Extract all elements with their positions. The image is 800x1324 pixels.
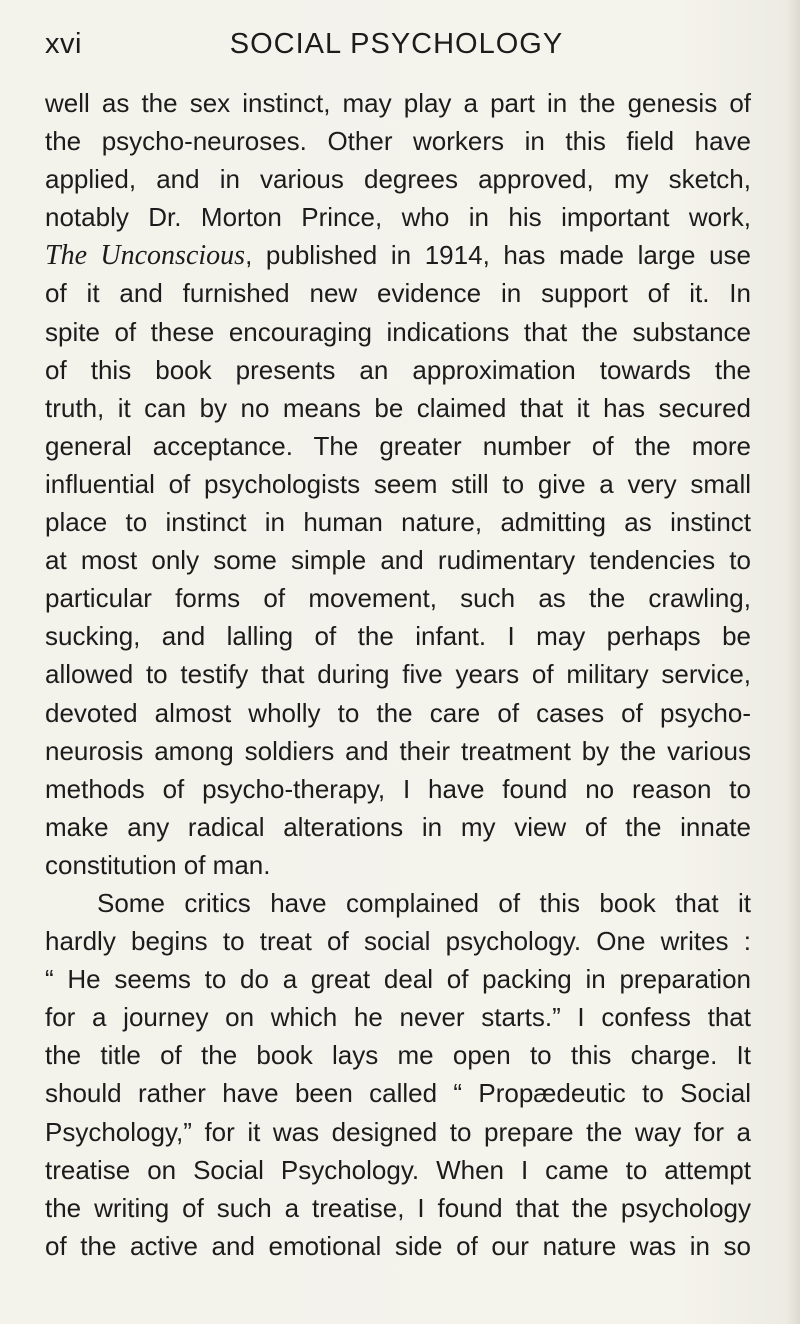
book-title-italic: The Unconscious xyxy=(45,240,246,272)
text-line: influential of psychologists seem still to give a very small xyxy=(45,468,751,499)
text-line: the psycho-neuroses. Other workers in this field have xyxy=(45,126,751,157)
text-line: particular forms of movement, such as the crawling, xyxy=(45,583,751,614)
text-line: of it and furnished new evidence in support of it. In xyxy=(45,278,751,309)
text-line: general acceptance. The greater number of the more xyxy=(45,430,751,461)
text-line: truth, it can by no means be claimed that it has secured xyxy=(45,392,751,423)
text-line: constitution of man. xyxy=(45,849,271,880)
text-line: spite of these encouraging indications that the substance xyxy=(45,316,751,347)
text-line: devoted almost wholly to the care of cases of psycho- xyxy=(45,697,751,728)
text-line: treatise on Social Psychology. When I came to attempt xyxy=(45,1154,751,1185)
text-line: the writing of such a treatise, I found that the psychology xyxy=(45,1192,751,1223)
text-line: notably Dr. Morton Prince, who in his important work, xyxy=(45,202,751,233)
text-line: neurosis among soldiers and their treatment by the various xyxy=(45,735,751,766)
text-line: at most only some simple and rudimentary tendencies to xyxy=(45,545,751,576)
text-line: Some critics have complained of this book that it xyxy=(97,887,751,918)
text-line: place to instinct in human nature, admitting as instinct xyxy=(45,507,751,538)
running-head xyxy=(45,28,748,68)
text-line: allowed to testify that during five years of military service, xyxy=(45,659,751,690)
text-line: of this book presents an approximation towards the xyxy=(45,354,751,385)
text-line: well as the sex instinct, may play a part in the genesis of xyxy=(45,88,751,118)
text-line: “ He seems to do a great deal of packing in preparation xyxy=(45,964,751,995)
body-text xyxy=(45,84,751,1265)
running-title: SOCIAL PSYCHOLOGY xyxy=(229,28,564,60)
page-edge-shadow xyxy=(786,0,800,1324)
paragraph-1 xyxy=(45,84,751,884)
text-line-rest: , published in 1914, has made large use xyxy=(245,240,751,271)
text-line: applied, and in various degrees approved, my sketch, xyxy=(45,164,751,195)
text-line: make any radical alterations in my view of the innate xyxy=(45,811,751,842)
text-line: of the active and emotional side of our nature was in so xyxy=(45,1230,751,1261)
text-line: Psychology,” for it was designed to prepare the way for a xyxy=(45,1116,751,1147)
text-line: should rather have been called “ Propædeutic to Social xyxy=(45,1078,751,1109)
text-line: for a journey on which he never starts.” I confess that xyxy=(45,1002,751,1033)
paragraph-2 xyxy=(45,884,751,1265)
text-line: methods of psycho-therapy, I have found no reason to xyxy=(45,773,751,804)
text-line xyxy=(45,236,751,274)
text-line: hardly begins to treat of social psychology. One writes : xyxy=(45,926,751,957)
page-number: xvi xyxy=(45,28,82,60)
text-line: sucking, and lalling of the infant. I may perhaps be xyxy=(45,621,751,652)
text-line: the title of the book lays me open to this charge. It xyxy=(45,1040,751,1071)
